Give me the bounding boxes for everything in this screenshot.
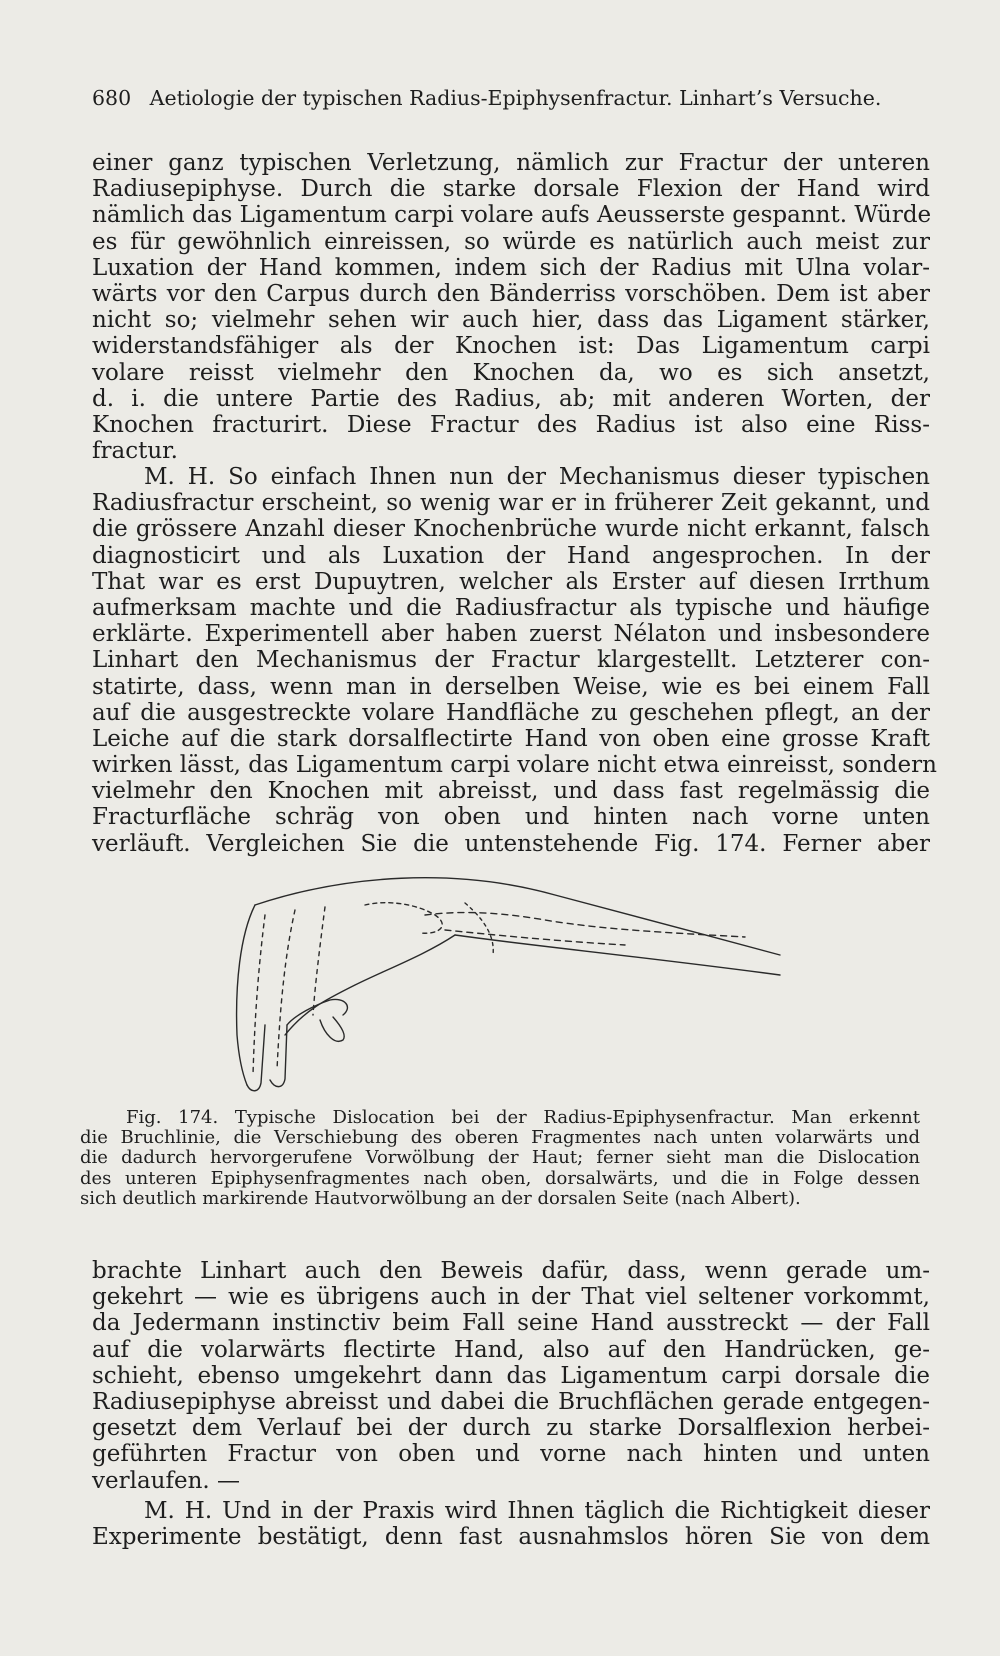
- figure-caption: [80, 1108, 920, 1209]
- text-line: verläuft. Vergleichen Sie die untenstehende Fig. 174. Ferner aber: [92, 830, 930, 857]
- text-line: geführten Fractur von oben und vorne nach hinten und unten: [92, 1441, 930, 1468]
- fracture-line: [465, 903, 493, 955]
- text-line: Leiche auf die stark dorsalflectirte Hand von oben eine grosse Kraft: [92, 725, 930, 752]
- text-line: M. H. So einfach Ihnen nun der Mechanismus dieser typischen: [144, 464, 930, 490]
- text-line: vielmehr den Knochen mit abreisst, und dass fast regelmässig die: [92, 778, 930, 805]
- text-line: widerstandsfähiger als der Knochen ist: Das Ligamentum carpi: [92, 333, 930, 360]
- metacarpal-3: [313, 907, 325, 1015]
- caption-line: sich deutlich markirende Hautvorwölbung an der dorsalen Seite (nach Albert).: [80, 1187, 801, 1209]
- text-line: Radiusepiphyse abreisst und dabei die Bruchflächen gerade entgegen-: [92, 1388, 930, 1415]
- caption-line: die Bruchlinie, die Verschiebung des oberen Fragmentes nach unten volarwärts und: [80, 1127, 920, 1149]
- text-line: aufmerksam machte und die Radiusfractur als typische und häufige: [92, 594, 930, 621]
- carpal-bones: [365, 903, 442, 934]
- figure-174-hand-illustration: [225, 875, 785, 1100]
- text-line: d. i. die untere Partie des Radius, ab; mit anderen Worten, der: [92, 385, 930, 412]
- palm-outline: [285, 935, 455, 1035]
- text-line: diagnosticirt und als Luxation der Hand angesprochen. In der: [92, 542, 930, 569]
- text-line: gekehrt — wie es übrigens auch in der That viel seltener vorkommt,: [92, 1284, 930, 1311]
- text-line: nicht so; vielmehr sehen wir auch hier, dass das Ligament stärker,: [92, 307, 930, 334]
- paragraph-3: [92, 1258, 930, 1494]
- text-line: auf die volarwärts flectirte Hand, also auf den Handrücken, ge-: [92, 1336, 930, 1363]
- text-line: auf die ausgestreckte volare Handfläche zu geschehen pflegt, an der: [92, 699, 930, 726]
- text-line: M. H. Und in der Praxis wird Ihnen täglich die Richtigkeit dieser: [144, 1498, 930, 1524]
- text-line: brachte Linhart auch den Beweis dafür, dass, wenn gerade um-: [92, 1258, 930, 1284]
- text-line: erklärte. Experimentell aber haben zuerst Nélaton und insbesondere: [92, 621, 930, 648]
- thumb: [287, 999, 347, 1025]
- caption-line: Fig. 174. Typische Dislocation bei der Radius-Epiphysenfractur. Man erkennt: [126, 1107, 920, 1128]
- page-number: 680: [92, 86, 132, 110]
- text-line: fractur.: [92, 438, 178, 465]
- text-line: statirte, dass, wenn man in derselben Weise, wie es bei einem Fall: [92, 673, 930, 700]
- text-line: die grössere Anzahl dieser Knochenbrüche wurde nicht erkannt, falsch: [92, 516, 930, 543]
- paragraph-2: [92, 464, 937, 857]
- running-header: [92, 86, 912, 110]
- text-line: Experimente bestätigt, denn fast ausnahmslos hören Sie von dem: [92, 1524, 930, 1551]
- text-line: volare reisst vielmehr den Knochen da, wo es sich ansetzt,: [92, 359, 930, 386]
- text-line: es für gewöhnlich einreissen, so würde es natürlich auch meist zur: [92, 228, 930, 255]
- text-line: Fracturfläche schräg von oben und hinten nach vorne unten: [92, 804, 930, 831]
- text-line: nämlich das Ligamentum carpi volare aufs Aeusserste gespannt. Würde: [92, 202, 932, 229]
- text-line: gesetzt dem Verlauf bei der durch zu starke Dorsalflexion herbei-: [92, 1415, 930, 1442]
- text-line: Linhart den Mechanismus der Fractur klargestellt. Letzterer con-: [92, 647, 930, 674]
- text-line: wirken lässt, das Ligamentum carpi volare nicht etwa einreisst, sondern: [92, 752, 937, 779]
- text-line: verlaufen. —: [92, 1467, 241, 1494]
- text-line: That war es erst Dupuytren, welcher als Erster auf diesen Irrthum: [92, 568, 930, 595]
- hand-outline: [237, 905, 255, 1085]
- finger-3: [320, 1017, 344, 1041]
- paragraph-4: [92, 1498, 930, 1550]
- text-line: Luxation der Hand kommen, indem sich der Radius mit Ulna volar-: [92, 254, 930, 281]
- text-line: Knochen fracturirt. Diese Fractur des Radius ist also eine Riss-: [92, 411, 930, 438]
- text-line: Radiusepiphyse. Durch die starke dorsale Flexion der Hand wird: [92, 176, 930, 203]
- text-line: Radiusfractur erscheint, so wenig war er in früherer Zeit gekannt, und: [92, 490, 930, 517]
- running-title: Aetiologie der typischen Radius-Epiphysenfractur. Linhart’s Versuche.: [149, 86, 882, 110]
- text-line: da Jedermann instinctiv beim Fall seine Hand ausstreckt — der Fall: [92, 1310, 930, 1337]
- text-line: einer ganz typischen Verletzung, nämlich zur Fractur der unteren: [92, 150, 930, 176]
- forearm-volar-outline: [455, 935, 780, 975]
- caption-line: des unteren Epiphysenfragmentes nach oben, dorsalwärts, und die in Folge dessen: [80, 1167, 920, 1189]
- finger-1: [247, 1025, 265, 1091]
- text-line: schieht, ebenso umgekehrt dann das Ligamentum carpi dorsale die: [92, 1362, 930, 1389]
- paragraph-1: [92, 150, 930, 464]
- caption-line: die dadurch hervorgerufene Vorwölbung der Haut; ferner sieht man die Dislocation: [80, 1147, 920, 1169]
- text-line: wärts vor den Carpus durch den Bänderriss vorschöben. Dem ist aber: [92, 280, 930, 307]
